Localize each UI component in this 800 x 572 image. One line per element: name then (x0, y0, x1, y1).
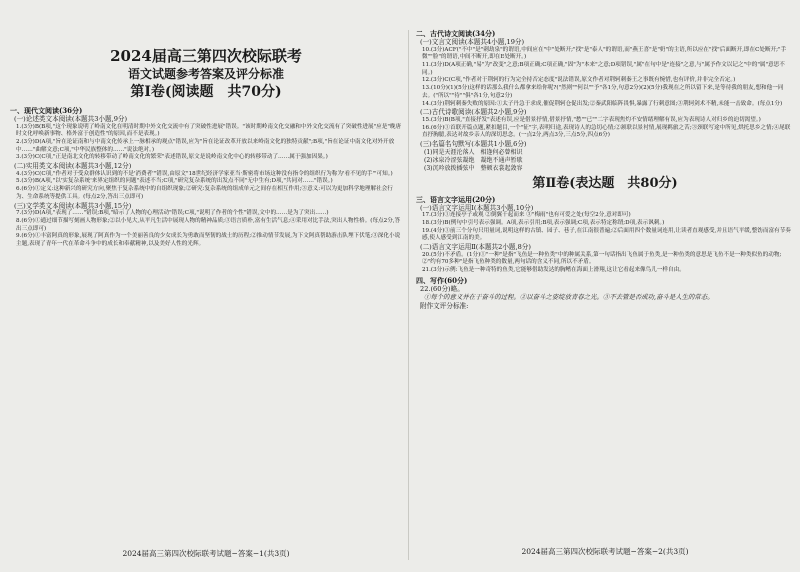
answer-paragraph: 13.(10分)(1)(5分)这样的话那么我什么都拿来给你呢?("然则""何以""予"各1分,句意2分)(2)(5分)我现在之所以留下来,是等待我的朋友,想和他一同去。("所以""待""俱"各1分,句意2分) (422, 85, 784, 99)
section-language-use (416, 195, 794, 275)
answer-paragraph: 8.(6分)①通过细节描写刻画人物形象;②以小见大,从平凡生活中展现人物的精神品质;③语言质朴,富有生活气息;④采用对比手法,突出人物性格。(每点2分,答出三点即可) (16, 217, 401, 232)
answer-paragraph: 19.(4分)①前三个分句只用量词,说明这样的古镇、园子、巷子,在江南很普遍;②后面用四个数量词连用,让读者直观感受,并且语气平缓,整饬而富有节奏感,使人感受到江南的美。 (422, 227, 791, 242)
dictation-lines (416, 165, 794, 173)
dictation-line: (1)同是天涯沦落人 相逢何必曾相识 (424, 148, 523, 156)
answer-paragraph: 7.(3分)D(A项,"表现了……"错误;B项,"暗示了人物的心理活动"错误;C项,"说明了作者的个性"错误,文中的……是为了突出……) (16, 210, 329, 217)
answer-paragraph: 20.(5分)不矛盾。(1分)①"一种"是指"飞鱼是一种鱼类"中的种属关系,第一句话指出飞鱼属于鱼类,是一种鱼类的意思是飞鱼不是一种类似鱼的动物;②"约有70多种"是指飞鱼种类的数量,两句话的含义不同,所以不矛盾。 (422, 251, 782, 266)
page-divider (408, 30, 409, 560)
section-modern-reading (10, 106, 402, 162)
answer-paragraph: 11.(3分)D(A项正确,"易"为"改变"之意;B项正确;C项正确,"固"为"本来"之意;D项错误,"属"在句中是"连接"之意,与"属予作文以记之"中的"属"意思不同。) (422, 62, 785, 76)
page-left (10, 28, 402, 562)
subsection-heading: (二)实用类文本阅读(本题共3小题,12分) (14, 162, 132, 171)
exam-subtitle: 语文试题参考答案及评分标准 (127, 67, 284, 81)
writing-standard-heading: 附作文评分标准: (420, 302, 469, 311)
section-heading: 二、古代诗文阅读(34分) (416, 29, 496, 38)
answer-paragraph: 2.(3分)D(A项,"旨在论证南和与中南文化传承上一脉相承的观点"错误,应为"旨在论证改革开放以来岭南文化的独特贡献";B项,"旨在论证中南文化对外开放中……"曲解文意;C项,"中华民族整体的……"说法绝对。) (16, 139, 395, 153)
answer-paragraph: 3.(3分)C(C项,"正是南北文化的转移带动了岭南文化的繁荣"表述错误,原文是说岭南文化中心的转移带动了……属于强加因果。) (16, 154, 328, 161)
section-poetry-reading (416, 108, 794, 140)
part-two-heading: 第Ⅱ卷(表达题 共80分) (532, 175, 678, 191)
answer-paragraph: 18.(3分)B(例句中引号表示强调。A项,表示引用;B项,表示强调;C项,表示特定称谓;D项,表示讽刺。) (422, 219, 665, 226)
answer-paragraph: 12.(3分)C(C项,"作者对于荆轲的行为完全持否定态度"说法错误,原文作者对荆轲刺秦王之事既有惋惜,也有评价,并非完全否定。) (422, 77, 736, 84)
subsection-heading: (一)语言文字运用Ⅰ(本题共3小题,10分) (420, 203, 534, 212)
section-practical-reading (10, 162, 402, 201)
dictation-line: (2)冰泉冷涩弦凝绝 凝绝不通声暂歇 (424, 156, 523, 164)
section-heading: 四、写作(60分) (416, 275, 468, 285)
answer-paragraph: 6.(6分)①定义:这种新兴的研究方向,聚焦于复杂系统中的自组织现象;②研究:复杂系统的组成单元之间存在相互作用;③意义:可以为更加科学地理解社会行为、生命系统等提供工具。(每点2分,答出三点即可) (16, 186, 393, 200)
section-heading: 一、现代文阅读(36分) (10, 106, 83, 115)
section-heading: 三、语言文字运用(20分) (416, 194, 496, 204)
part-one-heading: 第Ⅰ卷(阅读题 共70分) (130, 84, 282, 100)
answer-paragraph: 4.(3分)C(C项,"作者对于受众群体认识到的不是'消费者'"错误,由原文"18世纪经济学家亚当·斯密将市场这种没有指令的组织行为称为'看不见的手'"可知。) (16, 170, 393, 177)
section-classical-reading (416, 29, 794, 108)
section-dictation (416, 140, 794, 173)
answer-paragraph: 15.(3分)B(B项,"直接抒发"表述有误,应是借景抒情,借景抒情,"愁""已""二字表现焦灼不安情绪理解有误,应为表现诗人对归乡的迫切渴望。) (422, 116, 761, 123)
answer-paragraph: 1.(3分)B(B项,"这个现象说明了岭南文化在明清时期中外文化交流中有了突破性进展"错误。"该时期岭南文化交融和中外文化交流有了突破性进展"应是"晚唐时文化呼唤新事物、格外富于创造性"的原因,而不是表现。) (16, 123, 402, 138)
answer-paragraph: 16.(6分)①首联开篇点题,紧扣题目,一个"征"字,表明归途,表现诗人的急切心情;②颔联以景衬情,展现羁旅之苦;③颈联写途中所见,烘托思乡之情;④尾联直抒胸臆,表达对故乡亲人的深切思念。(一点2分,两点3分,三点5分,四点6分) (422, 124, 791, 139)
writing-question: 22.(60分)略。 (420, 284, 464, 293)
answer-paragraph: 21.(3分)示例:飞鱼是一种奇特的鱼类,它能够借助发达的胸鳍在海面上滑翔,这让它看起来像鸟儿一样自由。 (422, 266, 685, 273)
subsection-heading: (三)名篇名句默写(本题共1小题,6分) (420, 139, 527, 148)
page-footer: 2024届高三第四次校际联考试题−答案−2(共3页) (521, 547, 689, 556)
subsection-heading: (二)语言文字运用Ⅱ(本题共2小题,8分) (420, 242, 531, 251)
page-footer: 2024届高三第四次校际联考试题−答案−1(共3页) (122, 549, 290, 558)
subsection-heading: (二)古代诗歌阅读(本题共2小题,9分) (420, 108, 527, 117)
answer-paragraph: 9.(6分)①丰富阿真的形象,展现了阿真作为一个美丽善良的少女成长为勇敢而坚韧的战士的历程;②推动情节发展,为下文阿真帮助游击队埋下伏笔;③深化小说主题,表现了青年一代在革命斗争中的成长和奉献精神,以及美好人性的光辉。 (16, 233, 401, 247)
subsection-heading: (一)文言文阅读(本题共4小题,19分) (420, 38, 525, 46)
subsection-heading: (一)论述类文本阅读(本题共3小题,9分) (14, 115, 128, 123)
answer-paragraph: 5.(3分)B(A项,"以'实复杂系统'来界定组织的问题"表述不当;C项,"研究复杂系统的出发点不同"无中生有;D项,"共同对……"错误。) (16, 178, 333, 185)
answer-paragraph: 17.(3分)①连接亭子或观 ②倒翼千起而来 ③"梅雨"也有可爱之处(每空2分,意对即可) (422, 212, 631, 219)
page-right (416, 28, 794, 562)
dictation-line: (3)沉吟放拨插弦中 整顿衣裳起敛容 (424, 164, 523, 172)
subsection-heading: (三)文学类文本阅读(本题共3小题,15分) (14, 201, 132, 210)
writing-notes: ①每个的意义并在于奋斗的过程。②以奋斗之姿绽放青春之光。③不去管是否成功,奋斗是人生的常态。 (424, 293, 714, 302)
section-literary-reading (10, 202, 402, 249)
answer-paragraph: 14.(3分)荆轲刺秦失败的原因:①太子丹急于求成,催促荆轲仓促出发;②秦武阳临阵畏惧,暴露了行刺意图;③荆轲剑术不精,未能一击致命。(每点1分) (422, 100, 783, 107)
answer-paragraph: 10.(3分)ACF("不中"是"刺劫泉"的谓语,中间应在"中"处断开;"找"是"泰人"的谓语,而"燕王喜"是"奶"的主语,所以应在"找"后面断开,即在C处断开;"手微""脸"的谓语,中间不断开,即在E处断开。) (422, 46, 787, 61)
section-writing (416, 276, 794, 311)
dictation-lines (416, 149, 794, 157)
exam-title: 2024届高三第四次校际联考 (110, 47, 302, 65)
dictation-lines (416, 157, 794, 165)
